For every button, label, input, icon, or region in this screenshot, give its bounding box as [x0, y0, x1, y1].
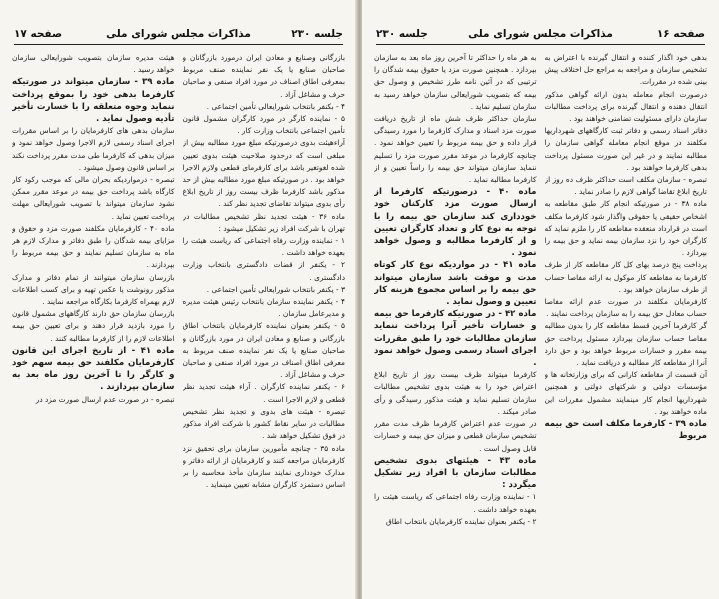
left-page-column-1	[183, 52, 346, 595]
text-paragraph: بازرگانی وصنایع و معادن ایران درمورد بازرگانان و صاحبان صنایع یا یک نفر نماینده صنف مربوط بمعرفی اطاق اصناف در مورد افراد صنفی و صاحبان حرف و مشاغل آزاد .	[182, 53, 345, 99]
right-page	[362, 0, 719, 599]
text-paragraph: آراءهیئت بدوی درصورتیکه مبلغ مورد مطالبه بیش از مبلغی است که درحدود صلاحیت هیئت بدوی تعیین شده لغوتغیر باشد برای کارفرمای قطعی ولازم الاجرا خواهد بود . در صورتیکه مبلغ مورد مطالبه بیش از حد مذکور باشد کارفرما ظرف بیست روز از تاریخ ابلاغ رأی بدوی میتواند تقاضای تجدید نظر کند .	[182, 138, 345, 209]
right-page-columns	[374, 52, 707, 595]
left-page-column-2	[12, 52, 175, 595]
article-heading-paragraph: ماده ۳۹ - کارفرما مکلف است حق بیمه مربوط	[544, 419, 707, 442]
text-paragraph: درصورت انجام معامله بدون ارائه گواهی مذکور انتقال دهنده و انتقال گیرنده برای پرداخت مطالبات سازمان دارای مسئولیت تضامنی خواهند بود .	[544, 89, 707, 124]
text-paragraph: تبصره - درمواردیکه بحران مالی که موجب رکود کار کارگاه باشد پرداخت حق بیمه در موعد مقرر ممکن نشود سازمان میتواند با تصویب شورایعالی مهلت پرداخت تعیین نماید .	[12, 175, 175, 221]
right-header-session: جلسه ۲۳۰	[376, 28, 428, 40]
left-page-header	[14, 26, 343, 45]
text-paragraph: در صورت عدم اعتراض کارفرما ظرف مدت مقرر تشخیص سازمان قطعی و میزان حق بیمه و خسارات قابل وصول است .	[374, 419, 537, 453]
text-paragraph: ماده ۳۸ - در صورتیکه انجام کار طبق مقاطعه به اشخاص حقیقی یا حقوقی واگذار شود کارفرما مکلف است در قرارداد منعقده مقاطعه کار را ملزم نماید که کارگران خود را نزد سازمان بیمه نماید و حق بیمه را بپردازد .	[544, 199, 707, 258]
left-page	[0, 0, 357, 599]
article-heading-paragraph: ماده ۳۹ - سازمان میتواند در صورتیکه کارفرما بدهی خود را بموقع پرداخت ننماید وجوه متعلقه را با خسارت تأخیر تأدیه وصول نماید .	[12, 77, 175, 125]
text-paragraph: به هر ماه را حداکثر تا آخرین روز ماه بعد به سازمان بپردازد . همچنین صورت مزد یا حقوق بیمه شدگان را ترتیبی که در آئین نامه طرز تشخیص و وصول حق بیمه که بتصویب شورایعالی سازمان خواهد رسید به سازمان تسلیم نماید .	[374, 53, 537, 111]
text-paragraph: ماده ۴۰ - کارفرمایان مکلفند صورت مزد و حقوق و مزایای بیمه شدگان را طبق دفاتر و مدارک لازم هر ماه به سازمان تسلیم نمایند و حق بیمه مربوط را بپردازند .	[12, 223, 175, 270]
text-paragraph: پرداخت پنج درصد بهای کل کار مقاطعه کار از طرف کارفرما به مقاطعه کار موکول به ارائه مفاصا حساب از طرف سازمان خواهد بود .	[544, 260, 707, 294]
article-heading-paragraph: ماده ۴۰ - درصورتیکه کارفرما از ارسال صورت مزد کارکنان خود خودداری کند سازمان حق بیمه را با توجه به نوع کار و تعداد کارگران تعیین و از کارفرما مطالبه و وصول خواهد نمود .	[374, 187, 537, 259]
text-paragraph: ۲ - یکنفر بعنوان نماینده کارفرمایان بانتخاب اطاق	[386, 516, 537, 526]
text-paragraph: آن قسمت از مقاطعه کارانی که برای وزارتخانه ها و مؤسسات دولتی و شرکتهای دولتی و همچنین شهرداریها انجام کار مینمایند مشمول مقررات این ماده خواهند بود .	[544, 370, 707, 416]
text-paragraph: تبصره - سازمان مکلف است حداکثر ظرف ده روز از تاریخ ابلاغ تقاضا گواهی لازم را صادر نماید .	[544, 175, 707, 197]
text-paragraph: ۵ - یکنفر بعنوان نماینده کارفرمایان بانتخاب اطاق بازرگانی و صنایع و معادن ایران در مورد بازرگانان و صاحبان صنایع یا یک نفر نماینده صنف مربوط به معرفی اطاق اصناف در مورد افراد صنفی و صاحبان حرف و مشاغل آزاد .	[182, 321, 345, 380]
article-heading-paragraph: ماده ۴۲ - در صورتیکه کارفرما حق بیمه و خسارات تأخیر آنرا پرداخت ننماید سازمان مطالبات خود را طبق مقررات اجرای اسناد رسمی وصول خواهد نمود .	[374, 309, 537, 369]
text-paragraph: بازرسان سازمان میتوانند از تمام دفاتر و مدارک مذکور رونوشت یا عکس تهیه و برای کسب اطلاعات لازم بهمراه کارفرما بکارگاه مراجعه نمایند .	[12, 272, 175, 307]
text-paragraph: بدهی خود اگذار کننده و انتقال گیرنده با اعتراض به تشخیص سازمان و مراجعه به مراجع حل اختلاف پیش بینی شده در مقررات.	[544, 53, 707, 87]
text-paragraph: تبصره - در صورت عدم ارسال صورت مزد در	[35, 394, 175, 404]
text-paragraph: تبصره - هیئت های بدوی و تجدید نظر تشخیص مطالبات در سایر نقاط کشور با شرکت افراد مذکور در فوق تشکیل خواهد شد .	[182, 406, 345, 441]
text-paragraph: ۳ - یکنفر بانتخاب شورایعالی تأمین اجتماعی .	[206, 284, 345, 294]
left-header-page-number: صفحه ۱۷	[14, 28, 63, 40]
article-heading-paragraph: ماده ۴۱ - از تاریخ اجرای این قانون کارفرمایان مکلفند حق بیمه سهم خود و کارگر را تا آخرین روز ماه بعد به سازمان بپردازند .	[12, 345, 175, 393]
article-heading-paragraph: ماده ۴۳ - هیئتهای بدوی تشخیص مطالبات سازمان با افراد زیر تشکیل میگردد :	[374, 455, 537, 491]
text-paragraph: بازرسان سازمان حق دارند کارگاههای مشمول قانون را مورد بازدید قرار دهند و برای تعیین حق بیمه اطلاعات لازم را از کارفرما مطالبه کنند .	[12, 309, 175, 343]
text-paragraph: ۵ - نماینده کارگر در مورد کارگران مشمول قانون تأمین اجتماعی بانتخاب وزارت کار .	[182, 114, 345, 136]
text-paragraph: ماده ۳۶ - هیئت تجدید نظر تشخیص مطالبات در تهران با شرکت افراد زیر تشکیل میشود :	[182, 211, 345, 233]
text-paragraph: ۱ - نماینده وزارت رفاه اجتماعی که ریاست هیئت را بعهده خواهد داشت .	[374, 492, 537, 514]
text-paragraph: سازمان بدهی های کارفرمایان را بر اساس مقررات اجرای اسناد رسمی لازم الاجرا وصول خواهد نمود و میزان بدهی که کارفرما طی مدت مقرر پرداخت نکند بر اساس قانون وصول میشود .	[12, 126, 175, 172]
text-paragraph: کارفرمایان مکلفند در صورت عدم ارائه مفاصا حساب معادل حق بیمه را به سازمان پرداخت نمایند .	[544, 297, 707, 319]
right-page-column-1	[545, 52, 708, 595]
right-header-page-number: صفحه ۱۶	[656, 28, 705, 40]
text-paragraph: ۲ - یکنفر از قضات دادگستری بانتخاب وزارت دادگستری .	[182, 260, 345, 282]
text-paragraph: گر کارفرما آخرین قسط مقاطعه کار را بدون مطالبه مفاصا حساب سازمان بپردازد مسئول پرداخت حق بیمه مقرر و خسارات مربوط خواهد بود و حق دارد آنرا از مقاطعه کار مطالبه و دریافت نماید .	[544, 321, 707, 368]
article-heading-paragraph: ماده ۴۱ - در مواردیکه نوع کار کوتاه مدت و موقت باشد سازمان میتواند حق بیمه را بر اساس مجموع هزینه کار تعیین و وصول نماید .	[374, 260, 537, 308]
text-paragraph: سازمان حداکثر ظرف شش ماه از تاریخ دریافت صورت مزد اسناد و مدارک کارفرما را مورد رسیدگی قرار داده و حق بیمه مربوط را تعیین خواهد نمود . چنانچه کارفرما در موعد مقرر صورت مزد را تسلیم ننماید سازمان میتواند حق بیمه را راساً تعیین و از کارفرما مطالبه نماید .	[374, 114, 537, 185]
right-header-title: مذاکرات مجلس شورای ملی	[468, 28, 613, 40]
text-paragraph: دفاتر اسناد رسمی و دفاتر ثبت کارگاههای شهرداریها مکلفند در موقع انجام معامله گواهی سازمان را مطالبه نمایند و در غیر این صورت مسئول پرداخت بدهی کارفرما خواهند بود .	[544, 126, 707, 172]
left-header-session: جلسه ۲۳۰	[291, 28, 343, 40]
text-paragraph: ۱ - نماینده وزارت رفاه اجتماعی که ریاست هیئت را بعهده خواهد داشت .	[182, 236, 345, 258]
text-paragraph: ۶ - یکنفر نماینده کارگران . آراء هیئت تجدید نظر قطعی و لازم الاجرا است .	[182, 382, 345, 404]
text-paragraph: کارفرما میتواند ظرف بیست روز از تاریخ ابلاغ اعتراض خود را به هیئت بدوی تشخیص مطالبات سازمان تسلیم نماید و هیئت مذکور رسیدگی و رأی صادر میکند .	[374, 370, 537, 416]
left-page-columns	[12, 52, 345, 595]
text-paragraph: ماده ۳۵ - چنانچه مأمورین سازمان برای تحقیق نزد کارفرمایان مراجعه کنند و کارفرمایان از ارائه دفاتر و مدارک خودداری نمایند سازمان مأخذ محاسبه را بر اساس دستمزد کارگران مشابه تعیین مینماید .	[182, 443, 345, 490]
left-header-title: مذاکرات مجلس شورای ملی	[106, 28, 251, 40]
text-paragraph: ۴ - یکنفر نماینده سازمان بانتخاب رئیس هیئت مدیره و مدیرعامل سازمان .	[182, 297, 345, 319]
text-paragraph: ۴ - بکنفر بانتخاب شورایعالی تأمین اجتماعی .	[206, 101, 345, 111]
right-page-header	[376, 26, 705, 45]
right-page-column-2	[374, 52, 537, 595]
text-paragraph: هیئت مدیره سازمان بتصویب شورایعالی سازمان خواهد رسید .	[12, 53, 175, 75]
